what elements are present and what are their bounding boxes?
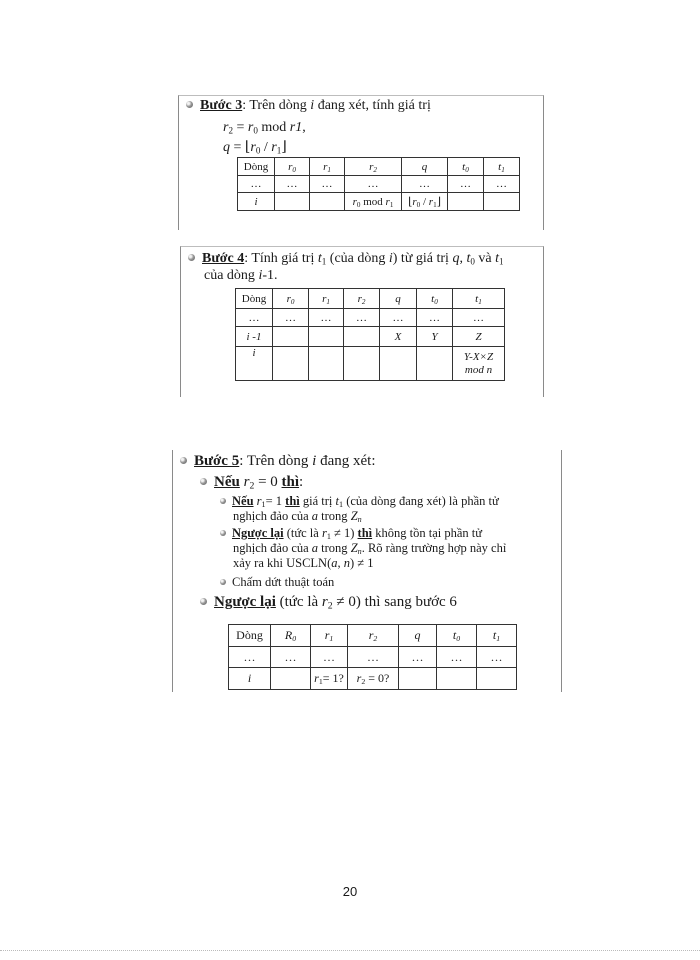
table-cell: $⌊r_0$ / $r_1⌋$ — [402, 193, 448, 211]
table-cell: … — [437, 647, 477, 668]
table-cell: i — [238, 193, 275, 211]
header-cell: $t_0$ — [437, 625, 477, 647]
formula-symbol: i — [258, 268, 263, 283]
step5-label: Bước 5 — [194, 453, 240, 469]
formula-symbol: r — [321, 526, 327, 540]
formula-subscript: 0 — [255, 145, 261, 156]
formula-subscript: 0 — [253, 125, 258, 136]
step5-text: nghịch đảo của — [233, 509, 312, 523]
then-label: thì — [357, 526, 373, 540]
table-row — [236, 327, 505, 347]
table-cell: … — [309, 309, 344, 327]
else-label: Ngược lại — [232, 526, 284, 540]
step5-sub2-line3 — [233, 556, 374, 570]
formula-text: = — [230, 140, 245, 155]
formula-symbol: r — [223, 120, 229, 135]
table-cell — [437, 668, 477, 690]
formula-subscript: 1 — [321, 256, 327, 267]
formula-symbol: q — [223, 140, 230, 155]
table-cell: i — [229, 668, 271, 690]
table-cell: i -1 — [236, 327, 273, 347]
step5-if-line — [200, 473, 303, 491]
step5-sub2-line1 — [220, 526, 482, 540]
step4-text: (của dòng — [326, 251, 389, 266]
table-row — [236, 309, 505, 327]
step5-sub2-line2 — [233, 541, 506, 555]
table-cell: … — [273, 309, 309, 327]
step5-text: Chấm dứt thuật toán — [232, 575, 335, 589]
table-cell: … — [345, 176, 402, 193]
header-cell — [380, 289, 417, 309]
formula-symbol: t — [335, 494, 339, 508]
formula-subscript: 1 — [261, 500, 266, 510]
step3-formula-q — [223, 140, 287, 156]
formula-text: = — [233, 120, 248, 135]
table-cell: $r_1= 1$? — [311, 668, 348, 690]
header-cell: $t_0$ — [448, 158, 484, 176]
formula-symbol: a — [311, 541, 319, 555]
step5-text: (tức là — [283, 526, 322, 540]
floor-open-bracket: ⌊ — [244, 140, 251, 155]
table-cell: … — [310, 176, 345, 193]
formula-subscript: n — [357, 515, 362, 525]
table-cell: … — [399, 647, 437, 668]
header-cell: $t_1$ — [453, 289, 505, 309]
table-cell — [344, 327, 380, 347]
header-cell: $r_0$ — [273, 289, 309, 309]
formula-text: mod — [257, 120, 290, 135]
step5-text: đang xét: — [316, 453, 376, 469]
table-row — [229, 668, 517, 690]
step3-var-i: i — [310, 98, 315, 113]
step5-text: ≠ 1) — [330, 526, 358, 540]
header-cell: $t_1$ — [477, 625, 517, 647]
step5-heading — [180, 452, 376, 470]
header-cell: $r_1$ — [311, 625, 348, 647]
header-text: q — [414, 628, 421, 642]
formula-subscript: 2 — [249, 480, 255, 492]
table-cell — [309, 327, 344, 347]
bullet-icon — [220, 530, 226, 536]
table-cell: … — [484, 176, 520, 193]
header-text: Dòng — [236, 628, 263, 642]
table-cell — [273, 327, 309, 347]
table-cell — [310, 193, 345, 211]
header-cell — [236, 289, 273, 309]
header-cell: $r_2$ — [345, 158, 402, 176]
formula-symbol: Z — [350, 509, 358, 523]
header-cell — [238, 158, 275, 176]
table-row — [236, 347, 505, 381]
if-label: Nếu — [232, 494, 254, 508]
bullet-icon — [220, 579, 226, 585]
formula-subscript: 1 — [326, 532, 331, 542]
step5-text: trong — [318, 541, 351, 555]
table-cell — [271, 668, 311, 690]
bullet-icon — [200, 598, 207, 605]
table-cell: Z — [453, 327, 505, 347]
header-cell: $t_0$ — [417, 289, 453, 309]
table-cell — [484, 193, 520, 211]
step5-text: xảy ra khi USCLN( — [233, 556, 332, 570]
step5-else-line — [200, 593, 457, 611]
step5-sub1-line2 — [233, 509, 362, 523]
step5-text: . Rõ ràng trường hợp này chỉ — [361, 541, 507, 555]
table-cell — [477, 668, 517, 690]
formula-symbol: Z — [350, 541, 358, 555]
header-cell — [402, 158, 448, 176]
formula-subscript: 1 — [276, 145, 282, 156]
table-cell: … — [417, 309, 453, 327]
step5-text: = 1 — [265, 494, 286, 508]
formula-symbol: r — [250, 140, 256, 155]
table-cell — [417, 347, 453, 381]
step4-text: ) từ giá trị — [392, 251, 453, 266]
header-cell: $r_2$ — [344, 289, 380, 309]
table-cell — [309, 347, 344, 381]
formula-text: , — [302, 120, 306, 135]
else-label: Ngược lại — [214, 594, 276, 610]
table-cell — [273, 347, 309, 381]
step3-formula-r2 — [223, 120, 306, 136]
table-cell: … — [271, 647, 311, 668]
step5-text: (tức là — [275, 594, 322, 610]
header-text: Dòng — [243, 160, 269, 173]
step3-text: : Trên dòng — [242, 98, 311, 113]
step3-label: Bước 3 — [200, 98, 243, 113]
formula-symbol: q — [452, 251, 460, 266]
formula-symbol: r — [239, 474, 250, 490]
formula-symbol: n — [343, 556, 350, 570]
step5-text: trong — [318, 509, 351, 523]
step5-sub1-line1 — [220, 494, 499, 508]
table-cell — [448, 193, 484, 211]
header-cell: $r_1$ — [309, 289, 344, 309]
header-cell: $r_0$ — [275, 158, 310, 176]
then-label: thì — [281, 474, 300, 490]
formula-symbol: t — [466, 251, 471, 266]
bullet-icon — [200, 478, 207, 485]
step3-text-end: đang xét, tính giá trị — [314, 98, 431, 113]
table-cell: X — [380, 327, 417, 347]
header-cell: $R_0$ — [271, 625, 311, 647]
step3-heading — [186, 98, 431, 114]
table-cell: Y-X×Z mod n — [453, 347, 505, 381]
table-cell: … — [229, 647, 271, 668]
table-header-row — [229, 625, 517, 647]
then-label: thì — [285, 494, 300, 508]
table-cell — [344, 347, 380, 381]
table-cell: $r_2 = 0$? — [348, 668, 399, 690]
step5-text: : — [299, 474, 304, 490]
bullet-icon — [220, 498, 226, 504]
bullet-icon — [186, 101, 193, 108]
table-cell: … — [402, 176, 448, 193]
table-cell: Y — [417, 327, 453, 347]
header-cell: $t_1$ — [484, 158, 520, 176]
formula-text: / — [260, 140, 272, 155]
table-cell: $r_0$ mod $r_1$ — [345, 193, 402, 211]
table-cell — [275, 193, 310, 211]
header-text: q — [395, 292, 401, 305]
table-cell: … — [236, 309, 273, 327]
step5-text: giá trị — [299, 494, 336, 508]
step4-heading-line2 — [204, 268, 278, 284]
table-cell — [399, 668, 437, 690]
bullet-icon — [180, 457, 187, 464]
step5-text: (của dòng đang xét) là phần tử — [343, 494, 499, 508]
formula-symbol: i — [312, 453, 317, 469]
formula-symbol: r1 — [289, 120, 303, 135]
table-cell: … — [344, 309, 380, 327]
header-cell — [399, 625, 437, 647]
step5-text: = 0 — [254, 474, 282, 490]
table-row — [229, 647, 517, 668]
step4-label: Bước 4 — [202, 251, 245, 266]
step5-table — [228, 624, 517, 690]
step5-text: : Trên dòng — [239, 453, 313, 469]
formula-subscript: n — [357, 547, 362, 557]
step5-sub3-line — [220, 575, 334, 589]
formula-subscript: 2 — [228, 125, 233, 136]
table-cell: i — [236, 347, 273, 381]
step4-heading — [188, 251, 504, 267]
table-cell: … — [275, 176, 310, 193]
step4-text: của dòng — [204, 268, 259, 283]
formula-symbol: r — [253, 494, 262, 508]
step5-text: ) ≠ 1 — [350, 556, 374, 570]
table-cell: … — [380, 309, 417, 327]
step5-text: không tồn tại phần tử — [372, 526, 483, 540]
table-row — [238, 193, 520, 211]
table-cell: … — [453, 309, 505, 327]
table-header-row — [238, 158, 520, 176]
formula-symbol: t — [495, 251, 499, 266]
floor-close-bracket: ⌋ — [281, 140, 287, 155]
formula-subscript: 0 — [470, 256, 475, 267]
formula-symbol: r — [321, 594, 328, 610]
header-cell: $r_1$ — [310, 158, 345, 176]
page-bottom-divider — [0, 950, 700, 951]
table-cell: … — [311, 647, 348, 668]
formula-symbol: i — [388, 251, 393, 266]
step4-text: và — [474, 251, 496, 266]
formula-subscript: 1 — [499, 256, 504, 267]
table-cell: … — [348, 647, 399, 668]
step4-text: , — [459, 251, 467, 266]
formula-symbol: r — [247, 120, 254, 135]
header-cell: $r_2$ — [348, 625, 399, 647]
step5-text: ≠ 0) thì sang bước 6 — [332, 594, 457, 610]
formula-symbol: a — [311, 509, 319, 523]
bullet-icon — [188, 254, 195, 261]
formula-symbol: a — [331, 556, 338, 570]
step4-text: : Tính giá trị — [244, 251, 318, 266]
step5-text: nghịch đảo của — [233, 541, 312, 555]
table-cell: … — [238, 176, 275, 193]
header-text: q — [421, 160, 428, 173]
formula-symbol: t — [317, 251, 322, 266]
table-row — [238, 176, 520, 193]
table-cell — [380, 347, 417, 381]
table-cell: … — [448, 176, 484, 193]
step3-table — [237, 157, 520, 211]
formula-subscript: 1 — [339, 500, 344, 510]
formula-subscript: 2 — [327, 600, 333, 612]
header-cell — [229, 625, 271, 647]
header-text: Dòng — [241, 292, 267, 305]
if-label: Nếu — [214, 474, 240, 490]
table-header-row — [236, 289, 505, 309]
step5-text: , — [337, 556, 344, 570]
page-number: 20 — [342, 884, 358, 899]
step4-text: -1. — [262, 268, 278, 283]
step4-table — [235, 288, 505, 381]
table-cell: … — [477, 647, 517, 668]
formula-symbol: r — [271, 140, 277, 155]
